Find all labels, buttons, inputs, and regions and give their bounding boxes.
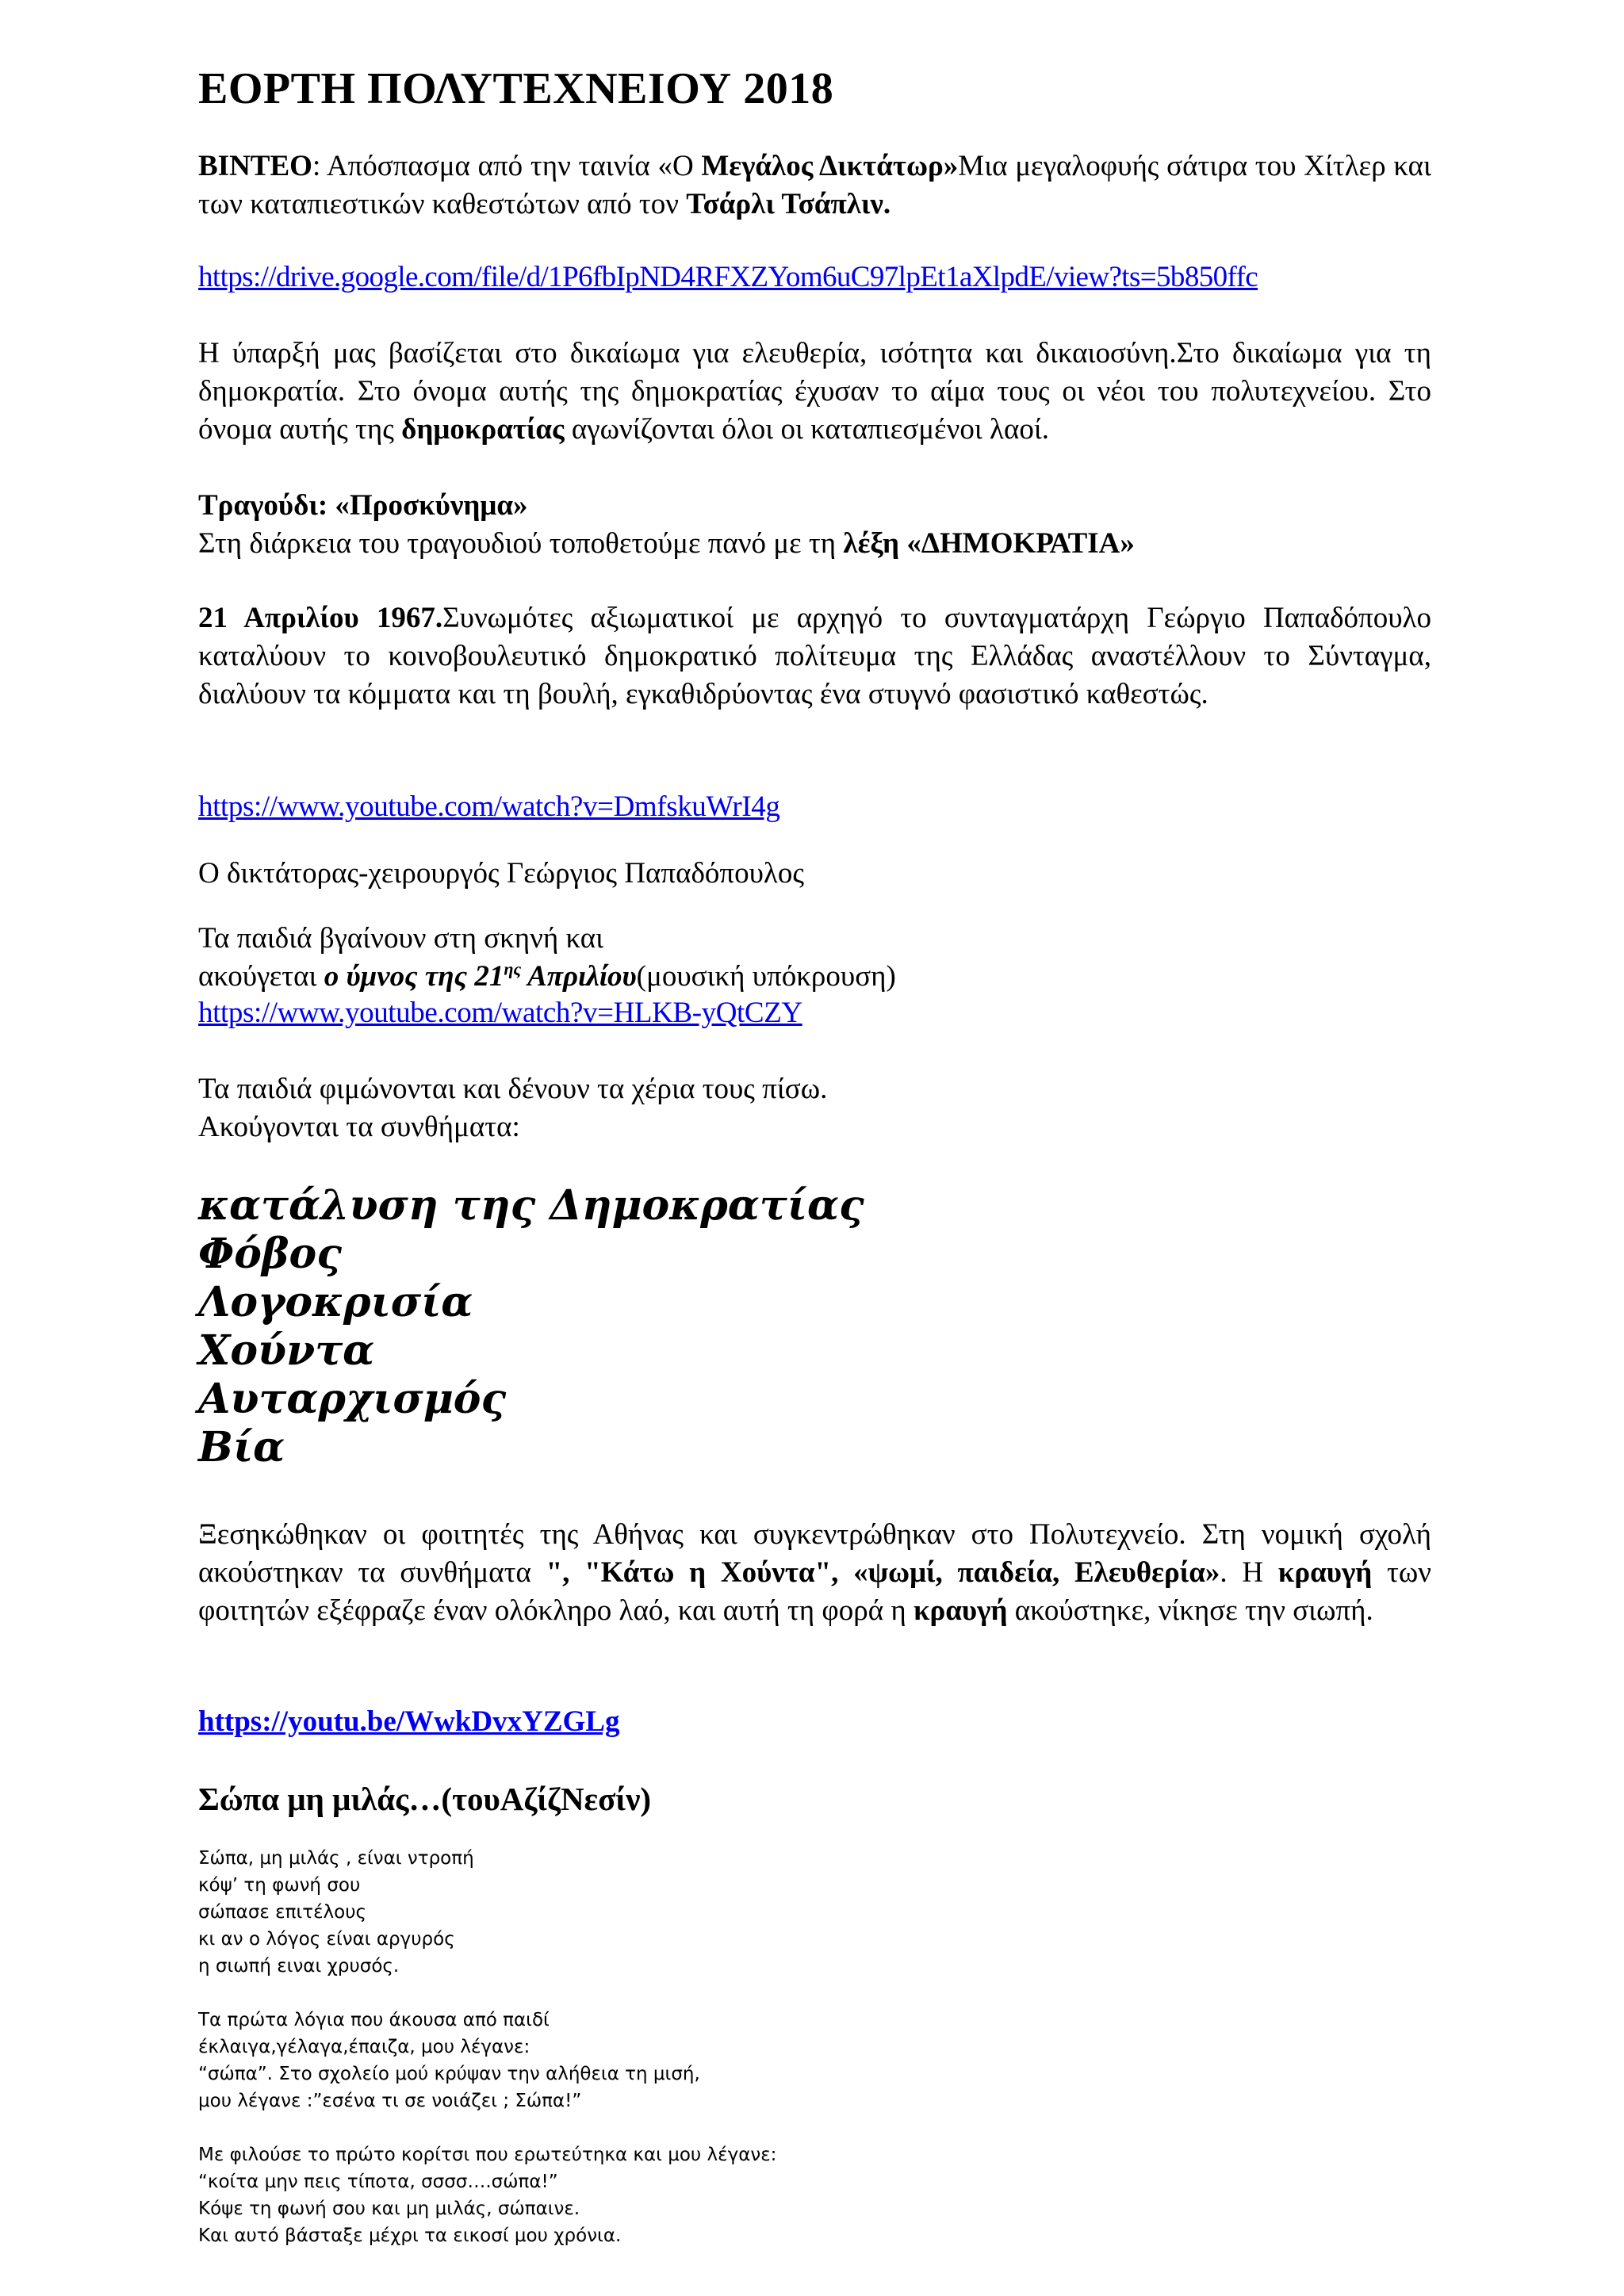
intro-text-1: Η ύπαρξή μας βασίζεται στο δικαίωμα για ελευθερία, ισότητα και δικαιοσύνη.Στο δικαίωμα για τη δημοκρατία. Στο όνομα αυτής της δημοκρατίας έχυσαν το αίμα τους οι νέοι του πολυτεχνείου. Στο όνομα αυτής της <box>198 337 1431 446</box>
intro-text-2: αγωνίζονται όλοι οι καταπιεσμένοι λαοί. <box>564 413 1050 446</box>
children-line-1: Τα παιδιά βγαίνουν στη σκηνή και <box>198 922 604 955</box>
anthem-title-a: ο ύμνος της 21 <box>324 960 504 993</box>
poem-line: “σώπα”. Στο σχολείο μού κρύψαν την αλήθεια τη μισή, <box>198 2064 700 2084</box>
drive-video-link[interactable]: https://drive.google.com/file/d/1P6fbIpND4RFXZYom6uC97lpEt1aXlpdE/view?ts=5b850ffc <box>198 261 1258 293</box>
video-text-1: : Απόσπασμα από την ταινία «Ο <box>312 150 702 182</box>
anthem-title-sup: ης <box>504 959 522 979</box>
intro-bold: δημοκρατίας <box>401 413 565 446</box>
song-text: Στη διάρκεια του τραγουδιού τοποθετούμε πανό με τη <box>198 527 844 560</box>
poem-line: σώπασε επιτέλους <box>198 1902 366 1923</box>
poem-line: η σιωπή ειναι χρυσός. <box>198 1956 400 1976</box>
song-bold: λέξη «ΔΗΜΟΚΡΑΤΙΑ» <box>843 527 1135 560</box>
poem-line: Με φιλούσε το πρώτο κορίτσι που ερωτεύτηκα και μου λέγανε: <box>198 2145 777 2165</box>
poem-stanza-1 <box>198 1845 1431 1980</box>
film-author: Τσάρλι Τσάπλιν. <box>686 188 891 220</box>
poem-line: Τα πρώτα λόγια που άκουσα από παιδί <box>198 2010 550 2030</box>
slogan-item: Χούντα <box>198 1326 375 1375</box>
uprising-text-4: ακούστηκε, νίκησε την σιωπή. <box>1007 1594 1373 1627</box>
video-link-line <box>198 258 1431 297</box>
slogan-item: Λογοκρισία <box>198 1278 473 1326</box>
slogan-item: Αυταρχισμός <box>198 1375 507 1423</box>
poem-line: Σώπα, μη μιλάς , είναι ντροπή <box>198 1848 474 1869</box>
song-line <box>198 525 1431 563</box>
video-paragraph <box>198 147 1431 224</box>
children-text-a: ακούγεται <box>198 960 324 993</box>
children-link-line <box>198 994 1431 1032</box>
children-text-b: (μουσική υπόκρουση) <box>636 960 896 993</box>
slogans-list <box>198 1181 1431 1471</box>
youtube-link-3[interactable]: https://youtu.be/WwkDvxYZGLg <box>198 1705 620 1738</box>
uprising-text-3: των φοιτητών εξέφραζε έναν ολόκληρο λαό, και αυτή τη φορά η <box>198 1556 1431 1627</box>
poem-line: μου λέγανε :”εσένα τι σε νοιάζει ; Σώπα!” <box>198 2091 582 2111</box>
gag-line-2: Ακούγονται τα συνθήματα: <box>198 1111 520 1143</box>
poem-stanza-2 <box>198 2007 1431 2114</box>
video-text-2: Μια μεγαλοφυής σάτιρα του Χίτλερ και των καταπιεστικών καθεστώτων από τον <box>198 150 1431 220</box>
film-title: Μεγάλος Δικτάτωρ» <box>701 150 959 182</box>
april-link-line <box>198 788 1431 826</box>
uprising-bold-2: κραυγή <box>913 1594 1008 1627</box>
uprising-bold-1: κραυγή <box>1277 1556 1373 1589</box>
poem-title: Σώπα μη μιλάς…(τουΑζίζΝεσίν) <box>198 1781 652 1817</box>
poem-line: κόψ’ τη φωνή σου <box>198 1875 361 1896</box>
poem-line: Κόψε τη φωνή σου και μη μιλάς, σώπαινε. <box>198 2198 580 2219</box>
april-date: 21 Απριλίου 1967. <box>198 602 443 634</box>
poem-stanza-3 <box>198 2141 1431 2249</box>
uprising-text-2: . Η <box>1220 1556 1278 1589</box>
dictator-line: Ο δικτάτορας-χειρουργός Γεώργιος Παπαδόπουλος <box>198 857 805 890</box>
uprising-paragraph <box>198 1516 1431 1630</box>
poem-line: Και αυτό βάσταξε μέχρι τα εικοσί μου χρόνια. <box>198 2225 622 2246</box>
slogan-item: Φόβος <box>198 1230 342 1278</box>
uprising-text-1: Ξεσηκώθηκαν οι φοιτητές της Αθήνας και συγκεντρώθηκαν στο Πολυτεχνείο. Στη νομική σχολή ακούστηκαν τα συνθήματα <box>198 1518 1431 1589</box>
anthem-title-b: Απριλίου <box>521 960 637 993</box>
intro-paragraph <box>198 335 1431 449</box>
poem-line: κι αν ο λόγος είναι αργυρός <box>198 1929 455 1950</box>
april-paragraph <box>198 599 1431 714</box>
poem-line: “κοίτα μην πεις τίποτα, σσσσ….σώπα!” <box>198 2172 558 2192</box>
gag-line-1: Τα παιδιά φιμώνονται και δένουν τα χέρια τους πίσω. <box>198 1073 828 1105</box>
song-label: Τραγούδι: «Προσκύνημα» <box>198 489 528 522</box>
video-label: ΒΙΝΤΕΟ <box>198 150 312 182</box>
slogan-item: Βία <box>198 1423 285 1471</box>
document-title: ΕΟΡΤΗ ΠΟΛΥΤΕΧΝΕΙΟΥ 2018 <box>198 64 834 113</box>
april-text: Συνωμότες αξιωματικοί με αρχηγό το συνταγματάρχη Γεώργιο Παπαδόπουλο καταλύουν το κοινοβουλευτικό δημοκρατικό πολίτευμα της Ελλάδας αναστέλλουν το Σύνταγμα, διαλύουν τα κόμματα και τη βουλή, εγκαθιδρύοντας ένα στυγνό φασιστικό καθεστώς. <box>198 602 1431 710</box>
slogan-item: κατάλυση της Δημοκρατίας <box>198 1181 864 1230</box>
uprising-link-line <box>198 1703 1431 1741</box>
youtube-link-1[interactable]: https://www.youtube.com/watch?v=DmfskuWrI4g <box>198 790 780 823</box>
youtube-link-2[interactable]: https://www.youtube.com/watch?v=HLKB-yQtCZY <box>198 997 802 1029</box>
children-line-2 <box>198 958 1431 996</box>
uprising-slogans: ", "Κάτω η Χούντα", «ψωμί, παιδεία, Ελευθερία» <box>546 1556 1220 1589</box>
poem-line: έκλαιγα,γέλαγα,έπαιζα, μου λέγανε: <box>198 2037 530 2057</box>
